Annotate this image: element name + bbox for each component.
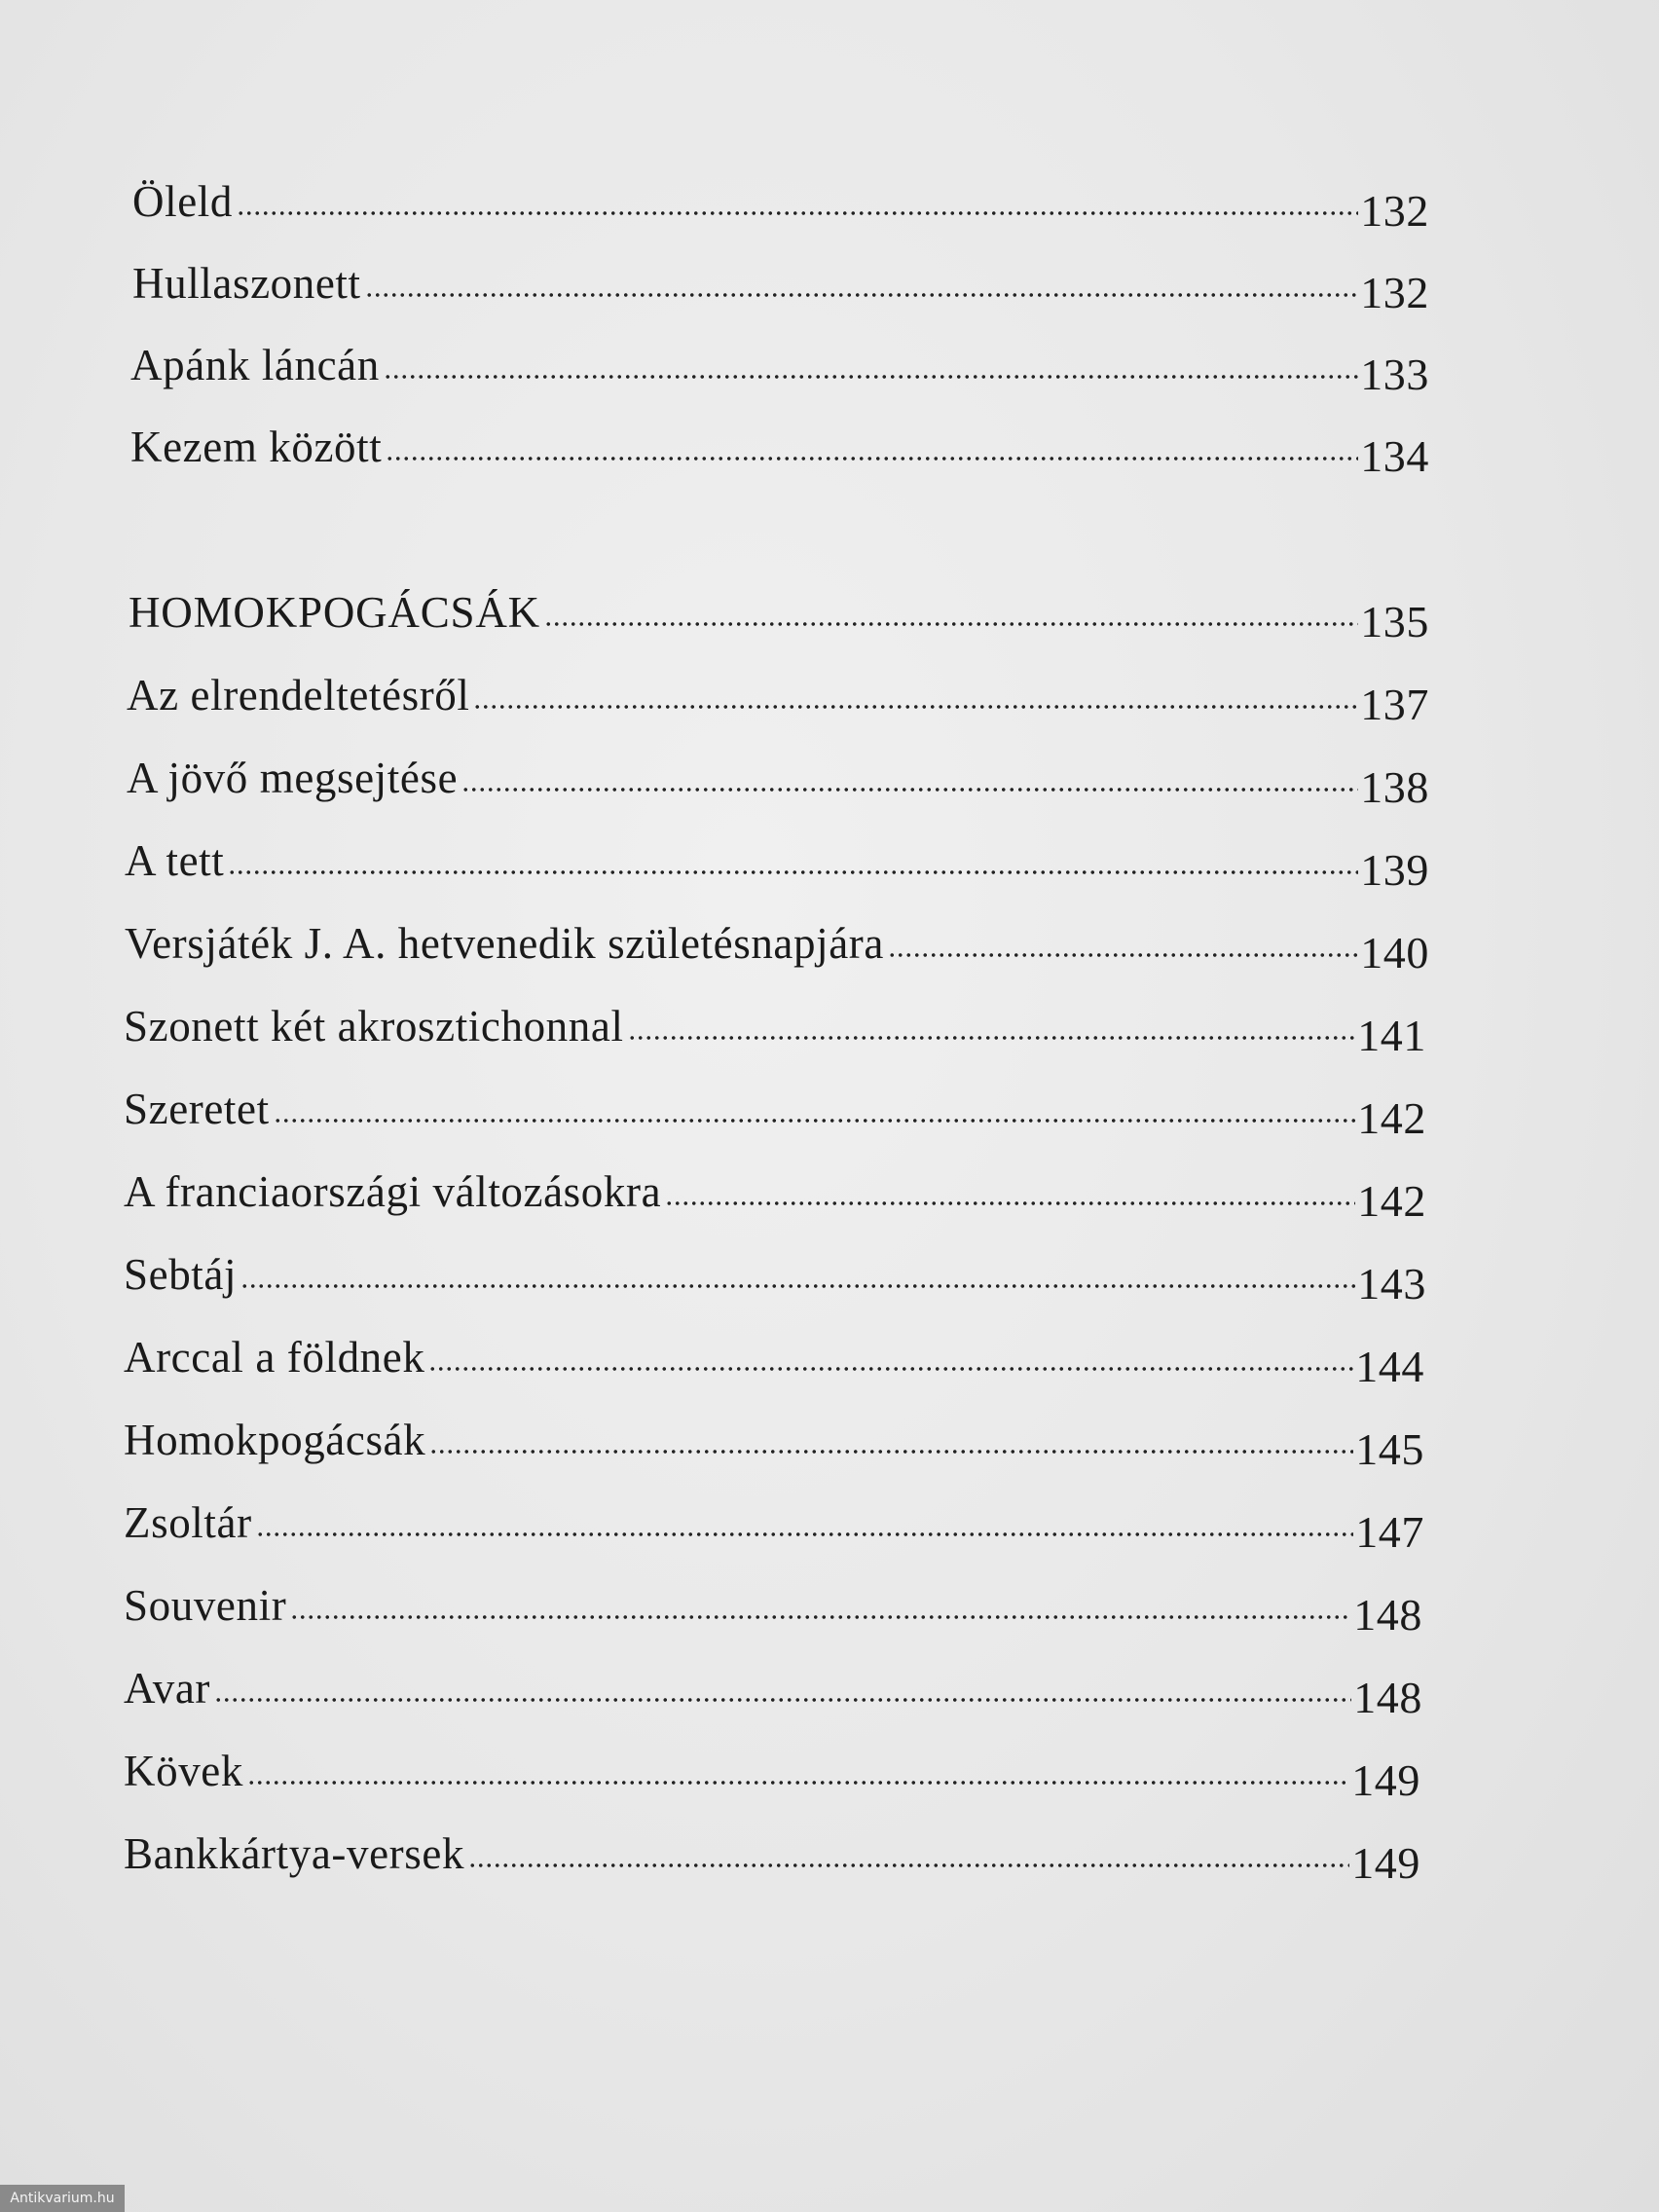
toc-entry — [130, 319, 1429, 399]
toc-entry-page: 145 — [1355, 1424, 1424, 1474]
toc-entry — [132, 238, 1429, 317]
toc-entry-page: 134 — [1360, 431, 1429, 481]
toc-entry-page: 144 — [1355, 1342, 1424, 1391]
toc-entry — [124, 1063, 1426, 1143]
dot-leader — [290, 1613, 1351, 1621]
dot-leader — [384, 373, 1358, 381]
toc-entry-title: A franciaországi változásokra — [124, 1167, 662, 1216]
toc-entry-page: 142 — [1357, 1093, 1426, 1143]
dot-leader — [429, 1448, 1353, 1456]
toc-entry-page: 149 — [1351, 1838, 1420, 1888]
toc-entry-page: 138 — [1360, 762, 1429, 812]
toc-entry — [124, 1394, 1424, 1474]
toc-entry-page: 132 — [1360, 186, 1429, 236]
toc-entry-title: A jövő megsejtése — [127, 754, 459, 802]
dot-leader — [473, 703, 1358, 711]
dot-leader — [544, 620, 1358, 628]
toc-entry-title: Szonett két akrosztichonnal — [124, 1002, 624, 1051]
toc-entry — [124, 1642, 1422, 1722]
toc-entry — [124, 1808, 1420, 1888]
toc-entry-page: 139 — [1360, 845, 1429, 895]
toc-entry-page: 132 — [1360, 268, 1429, 317]
dot-leader — [628, 1034, 1356, 1042]
toc-entry — [124, 1477, 1424, 1557]
toc-entry-page: 141 — [1357, 1011, 1426, 1060]
toc-entry-page: 140 — [1360, 928, 1429, 977]
toc-entry-title: Hullaszonett — [132, 259, 361, 308]
toc-entry-page: 148 — [1353, 1673, 1422, 1722]
toc-entry-page: 133 — [1360, 350, 1429, 399]
toc-entry-title: Kövek — [124, 1747, 243, 1795]
toc-entry-title: Az elrendeltetésről — [127, 671, 470, 719]
dot-leader — [214, 1696, 1351, 1704]
toc-entry-page: 143 — [1357, 1259, 1426, 1309]
toc-entry-title: Arccal a földnek — [124, 1333, 425, 1382]
toc-entry-title: Avar — [124, 1664, 211, 1713]
toc-entry-page: 142 — [1357, 1176, 1426, 1226]
dot-leader — [461, 786, 1358, 793]
toc-entry-title: Souvenir — [124, 1581, 287, 1630]
toc-entry-title: Öleld — [132, 177, 233, 226]
toc-entry — [125, 815, 1429, 895]
dot-leader — [888, 951, 1358, 959]
watermark-label: Antikvarium.hu — [0, 2185, 125, 2212]
dot-leader — [274, 1117, 1355, 1124]
dot-leader — [386, 455, 1358, 462]
toc-entry-page: 148 — [1353, 1590, 1422, 1640]
dot-leader — [468, 1862, 1349, 1869]
toc-entry-title: HOMOKPOGÁCSÁK — [129, 588, 540, 637]
toc-section-heading — [129, 567, 1429, 646]
toc-entry-title: Apánk láncán — [130, 341, 380, 389]
toc-entry — [125, 898, 1429, 977]
toc-entry — [124, 1311, 1424, 1391]
dot-leader — [240, 1282, 1355, 1290]
toc-entry — [124, 1725, 1420, 1805]
toc-entry — [127, 649, 1429, 729]
toc-entry — [124, 1560, 1422, 1640]
toc-entry-title: Sebtáj — [124, 1250, 238, 1299]
dot-leader — [256, 1530, 1354, 1538]
toc-entry-title: Bankkártya-versek — [124, 1829, 465, 1878]
toc-entry-page: 149 — [1351, 1755, 1420, 1805]
dot-leader — [365, 291, 1359, 299]
dot-leader — [237, 209, 1358, 217]
dot-leader — [247, 1779, 1349, 1787]
toc-entry — [124, 980, 1426, 1060]
toc-entry — [124, 1146, 1426, 1226]
toc-entry-title: Homokpogácsák — [124, 1416, 426, 1464]
toc-entry — [130, 401, 1429, 481]
toc-entry-page: 135 — [1360, 597, 1429, 646]
toc-entry — [127, 732, 1429, 812]
toc-entry-title: Kezem között — [130, 423, 383, 471]
toc-entry-page: 137 — [1360, 680, 1429, 729]
dot-leader — [665, 1199, 1355, 1207]
toc-entry — [124, 1229, 1426, 1309]
toc-entry-title: A tett — [125, 836, 225, 885]
toc-entry — [132, 156, 1429, 236]
toc-entry-page: 147 — [1355, 1507, 1424, 1557]
toc-entry-title: Szeretet — [124, 1085, 270, 1133]
dot-leader — [228, 868, 1358, 876]
toc-entry-title: Zsoltár — [124, 1498, 252, 1547]
dot-leader — [428, 1365, 1353, 1373]
toc-entry-title: Versjáték J. A. hetvenedik születésnapjára — [125, 919, 884, 968]
